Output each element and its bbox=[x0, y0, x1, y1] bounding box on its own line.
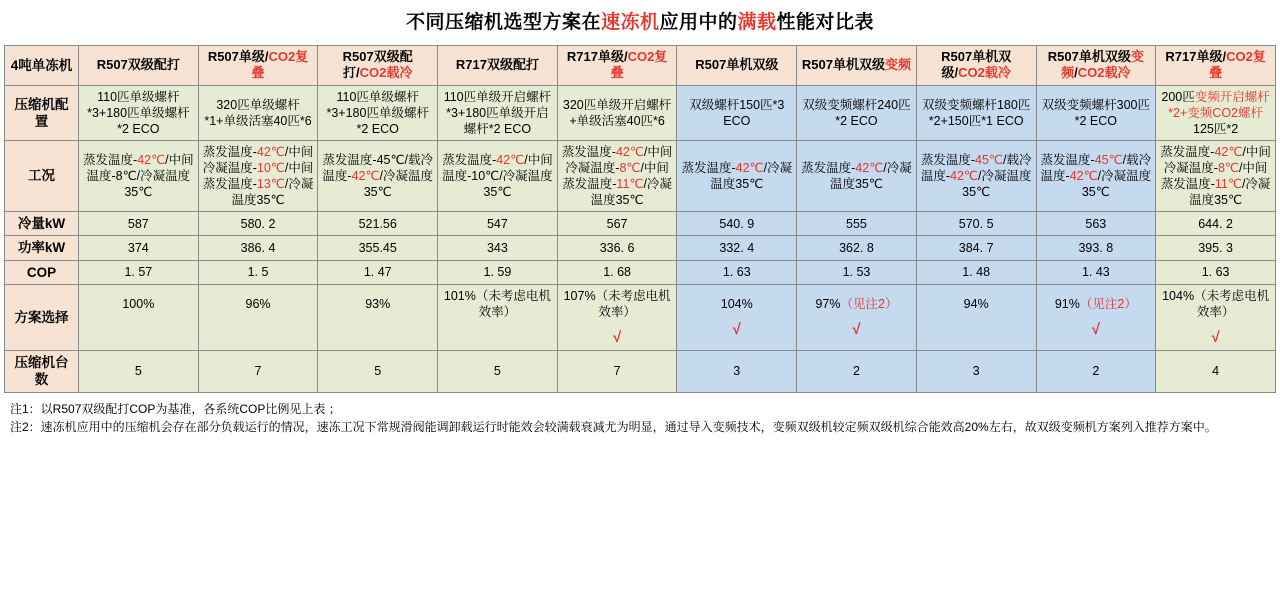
cell-text-segment: 双级变频螺杆240匹*2 ECO bbox=[802, 98, 911, 129]
table-cell bbox=[557, 141, 677, 212]
table-cell bbox=[1036, 45, 1156, 85]
selection-check-icon bbox=[321, 320, 434, 339]
table-cell bbox=[916, 86, 1036, 141]
selection-check-icon: √ bbox=[1211, 328, 1220, 346]
cell-text-segment: /载冷温度- bbox=[920, 153, 1032, 184]
cell-text-segment: /冷凝温度35℃ bbox=[829, 161, 912, 192]
cell-text-segment: CO2载冷 bbox=[1077, 65, 1131, 81]
selection-percent bbox=[800, 296, 913, 312]
cell-text-segment: 94% bbox=[963, 296, 989, 311]
table-cell: 2 bbox=[797, 351, 917, 393]
selection-percent bbox=[82, 296, 195, 312]
table-cell: 5 bbox=[79, 351, 199, 393]
row-header-0: 4吨单冻机 bbox=[5, 45, 79, 85]
row-header-3: 冷量kW bbox=[5, 212, 79, 236]
note-1: 注1：以R507双级配打COP为基准，各系统COP比例见上表 ； bbox=[10, 401, 341, 416]
page-title bbox=[4, 12, 1276, 35]
cell-text-segment: 125匹*2 bbox=[1193, 122, 1239, 137]
cell-text-segment: 蒸发温度- bbox=[1160, 145, 1215, 160]
selection-check-icon bbox=[82, 320, 195, 339]
table-cell: 1. 43 bbox=[1036, 260, 1156, 284]
cell-text-segment: 42℃ bbox=[615, 145, 644, 160]
cell-text-segment: 42℃ bbox=[137, 153, 166, 168]
cell-text-segment: R507单级/ bbox=[207, 48, 269, 64]
cell-text-segment: /中间冷凝温度- bbox=[202, 145, 314, 176]
cell-text-segment: 110匹单级螺杆*3+180匹单级螺杆*2 ECO bbox=[87, 90, 190, 137]
cell-text-segment: 蒸发温度- bbox=[561, 145, 616, 160]
table-cell: 332. 4 bbox=[677, 236, 797, 260]
table-cell bbox=[438, 45, 558, 85]
table-cell: 7 bbox=[198, 351, 318, 393]
cell-text-segment: 双级变频螺杆180匹*2+150匹*1 ECO bbox=[921, 98, 1031, 129]
cell-text-segment: /冷凝温度35℃ bbox=[962, 169, 1032, 200]
table-cell: 644. 2 bbox=[1156, 212, 1276, 236]
table-cell bbox=[797, 141, 917, 212]
cell-text-segment: 100% bbox=[122, 296, 155, 311]
cell-text-segment: /冷凝温度35℃ bbox=[590, 177, 672, 208]
selection-percent bbox=[1040, 296, 1153, 312]
selection-cell bbox=[557, 284, 677, 350]
note-2: 注2：速冻机应用中的压缩机会存在部分负载运行的情况，速冻工况下常规滑阀能调卸载运行时能效会较满载衰减尤为明显，通过导入变频技术，变频双级机较定频双级机综合能效高20%左右，故双级变频机方案列入推荐方案中。 bbox=[10, 419, 1217, 434]
table-cell: 570. 5 bbox=[916, 212, 1036, 236]
selection-cell bbox=[677, 284, 797, 350]
cell-text-segment: （见注2） bbox=[840, 296, 898, 311]
cell-text-segment: CO2复叠 bbox=[251, 48, 309, 81]
table-cell bbox=[438, 86, 558, 141]
table-cell: 580. 2 bbox=[198, 212, 318, 236]
cell-text-segment: 10℃ bbox=[256, 161, 285, 176]
table-row bbox=[5, 86, 1276, 141]
table-cell bbox=[557, 45, 677, 85]
cell-text-segment: 变频开启螺杆*2+变频CO2螺杆 bbox=[1168, 90, 1270, 121]
table-cell: 5 bbox=[438, 351, 558, 393]
table-row bbox=[5, 45, 1276, 85]
cell-text-segment: 104%（未考虑电机效率） bbox=[1162, 288, 1270, 319]
table-cell: 1. 48 bbox=[916, 260, 1036, 284]
cell-text-segment: 13℃ bbox=[256, 177, 285, 192]
notes-block bbox=[10, 400, 1274, 436]
cell-text-segment: 双级变频螺杆300匹*2 ECO bbox=[1041, 98, 1151, 129]
table-cell: 1. 63 bbox=[1156, 260, 1276, 284]
cell-text-segment: 96% bbox=[245, 296, 271, 311]
table-cell bbox=[318, 86, 438, 141]
table-cell: 555 bbox=[797, 212, 917, 236]
table-cell bbox=[557, 86, 677, 141]
selection-percent bbox=[680, 296, 793, 312]
row-header-6: 方案选择 bbox=[5, 284, 79, 350]
selection-cell bbox=[797, 284, 917, 350]
cell-text-segment: R507单机双级 bbox=[695, 57, 779, 73]
cell-text-segment: 蒸发温度-45℃/载冷温度- bbox=[322, 153, 433, 184]
table-cell bbox=[198, 141, 318, 212]
cell-text-segment: 双级螺杆150匹*3 ECO bbox=[689, 98, 785, 129]
cell-text-segment: CO2复叠 bbox=[610, 48, 668, 81]
cell-text-segment: /冷凝温度35℃ bbox=[710, 161, 793, 192]
selection-check-icon bbox=[202, 320, 315, 339]
cell-text-segment: /中间温度-8℃/冷凝温度35℃ bbox=[86, 153, 194, 200]
table-cell: 521.56 bbox=[318, 212, 438, 236]
cell-text-segment: 45℃ bbox=[975, 153, 1003, 168]
table-cell bbox=[198, 86, 318, 141]
table-cell: 336. 6 bbox=[557, 236, 677, 260]
cell-text-segment: /中间蒸发温度- bbox=[1160, 161, 1268, 192]
selection-percent bbox=[441, 288, 554, 320]
cell-text-segment: 42℃ bbox=[351, 169, 380, 184]
cell-text-segment: 45℃ bbox=[1094, 153, 1123, 168]
table-cell bbox=[79, 45, 199, 85]
table-cell bbox=[318, 45, 438, 85]
row-header-7: 压缩机台数 bbox=[5, 351, 79, 393]
cell-text-segment: 蒸发温度- bbox=[83, 153, 138, 168]
cell-text-segment: 93% bbox=[365, 296, 391, 311]
selection-cell bbox=[79, 284, 199, 350]
title-part-3: 性能对比表 bbox=[776, 12, 875, 33]
table-cell: 567 bbox=[557, 212, 677, 236]
table-row bbox=[5, 236, 1276, 260]
title-highlight-2: 满载 bbox=[737, 12, 777, 33]
cell-text-segment: 8℃ bbox=[1217, 161, 1239, 176]
selection-percent bbox=[1159, 288, 1272, 320]
cell-text-segment: /中间蒸发温度- bbox=[562, 161, 669, 192]
row-header-4: 功率kW bbox=[5, 236, 79, 260]
table-cell bbox=[916, 45, 1036, 85]
selection-check-icon bbox=[920, 320, 1033, 339]
table-row bbox=[5, 260, 1276, 284]
cell-text-segment: 11℃ bbox=[616, 177, 644, 192]
table-cell bbox=[1036, 86, 1156, 141]
table-cell: 1. 59 bbox=[438, 260, 558, 284]
cell-text-segment: /冷凝温度35℃ bbox=[1081, 169, 1152, 200]
table-cell bbox=[677, 141, 797, 212]
table-cell bbox=[677, 86, 797, 141]
cell-text-segment: /载冷温度- bbox=[1040, 153, 1152, 184]
table-cell bbox=[1156, 45, 1276, 85]
table-cell bbox=[79, 86, 199, 141]
cell-text-segment: CO2载冷 bbox=[359, 65, 413, 81]
cell-text-segment: CO2载冷 bbox=[958, 65, 1011, 81]
table-cell bbox=[198, 45, 318, 85]
table-cell: 343 bbox=[438, 236, 558, 260]
selection-check-icon bbox=[441, 328, 554, 347]
selection-cell bbox=[438, 284, 558, 350]
cell-text-segment: R507单机双级 bbox=[801, 57, 885, 73]
cell-text-segment: 42℃ bbox=[950, 169, 978, 184]
cell-text-segment: R717双级配打 bbox=[455, 57, 539, 73]
cell-text-segment: 107%（未考虑电机效率） bbox=[563, 288, 671, 319]
cell-text-segment: 蒸发温度- bbox=[920, 153, 976, 168]
cell-text-segment: 蒸发温度- bbox=[801, 161, 856, 176]
cell-text-segment: /冷凝温度35℃ bbox=[231, 177, 314, 208]
table-cell: 563 bbox=[1036, 212, 1156, 236]
cell-text-segment: 101%（未考虑电机效率） bbox=[443, 288, 551, 319]
table-cell: 1. 47 bbox=[318, 260, 438, 284]
title-part-2: 应用中的 bbox=[659, 12, 738, 33]
cell-text-segment: / bbox=[1074, 65, 1078, 81]
selection-percent bbox=[321, 296, 434, 312]
cell-text-segment: R507单机双级/ bbox=[941, 48, 1012, 81]
table-row bbox=[5, 212, 1276, 236]
cell-text-segment: （见注2） bbox=[1079, 296, 1137, 311]
table-cell bbox=[79, 141, 199, 212]
cell-text-segment: 91% bbox=[1054, 296, 1080, 311]
table-cell bbox=[797, 86, 917, 141]
cell-text-segment: R717单级/ bbox=[1165, 48, 1227, 64]
cell-text-segment: 42℃ bbox=[1069, 169, 1098, 184]
cell-text-segment: /冷凝温度35℃ bbox=[1189, 177, 1271, 208]
selection-percent bbox=[920, 296, 1033, 312]
cell-text-segment: 蒸发温度- bbox=[202, 145, 257, 160]
cell-text-segment: 11℃ bbox=[1214, 177, 1242, 192]
row-header-1: 压缩机配置 bbox=[5, 86, 79, 141]
title-part-1: 不同压缩机选型方案在 bbox=[405, 12, 601, 33]
cell-text-segment: 104% bbox=[720, 296, 753, 311]
selection-cell bbox=[916, 284, 1036, 350]
table-cell: 5 bbox=[318, 351, 438, 393]
cell-text-segment: 320匹单级开启螺杆+单级活塞40匹*6 bbox=[562, 98, 672, 129]
cell-text-segment: /中间蒸发温度- bbox=[202, 161, 314, 192]
cell-text-segment: /冷凝温度35℃ bbox=[363, 169, 434, 200]
selection-percent bbox=[202, 296, 315, 312]
selection-cell bbox=[318, 284, 438, 350]
cell-text-segment: 110匹单级螺杆*3+180匹单级螺杆*2 ECO bbox=[326, 90, 429, 137]
table-cell: 2 bbox=[1036, 351, 1156, 393]
table-cell: 547 bbox=[438, 212, 558, 236]
table-cell: 7 bbox=[557, 351, 677, 393]
cell-text-segment: 变频 bbox=[1061, 48, 1144, 81]
cell-text-segment: 42℃ bbox=[496, 153, 525, 168]
cell-text-segment: 42℃ bbox=[1214, 145, 1243, 160]
table-cell: 395. 3 bbox=[1156, 236, 1276, 260]
table-cell bbox=[916, 141, 1036, 212]
selection-check-icon: √ bbox=[732, 320, 741, 338]
table-cell: 1. 63 bbox=[677, 260, 797, 284]
table-row bbox=[5, 284, 1276, 350]
table-cell: 1. 5 bbox=[198, 260, 318, 284]
cell-text-segment: 蒸发温度- bbox=[1040, 153, 1095, 168]
table-cell bbox=[438, 141, 558, 212]
cell-text-segment: R717单级/ bbox=[566, 48, 628, 64]
cell-text-segment: R507单机双级 bbox=[1047, 48, 1131, 64]
table-cell bbox=[677, 45, 797, 85]
cell-text-segment: R507双级配打/ bbox=[342, 48, 413, 81]
table-row bbox=[5, 141, 1276, 212]
cell-text-segment: /中间温度-10℃/冷凝温度35℃ bbox=[442, 153, 553, 200]
table-cell: 540. 9 bbox=[677, 212, 797, 236]
table-cell: 4 bbox=[1156, 351, 1276, 393]
cell-text-segment: 蒸发温度- bbox=[681, 161, 736, 176]
selection-percent bbox=[561, 288, 674, 320]
cell-text-segment: /中间冷凝温度- bbox=[1163, 145, 1271, 176]
table-row bbox=[5, 351, 1276, 393]
table-cell bbox=[1156, 141, 1276, 212]
cell-text-segment: 320匹单级螺杆*1+单级活塞40匹*6 bbox=[204, 98, 312, 129]
table-cell: 384. 7 bbox=[916, 236, 1036, 260]
table-cell: 355.45 bbox=[318, 236, 438, 260]
selection-check-icon: √ bbox=[1091, 320, 1100, 338]
selection-cell bbox=[198, 284, 318, 350]
cell-text-segment: 110匹单级开启螺杆*3+180匹单级开启螺杆*2 ECO bbox=[443, 90, 552, 137]
table-cell bbox=[797, 45, 917, 85]
cell-text-segment: R507双级配打 bbox=[96, 57, 180, 73]
table-cell: 3 bbox=[916, 351, 1036, 393]
title-highlight-1: 速冻机 bbox=[600, 12, 660, 33]
selection-check-icon: √ bbox=[612, 328, 622, 346]
table-cell: 587 bbox=[79, 212, 199, 236]
table-cell bbox=[318, 141, 438, 212]
selection-cell bbox=[1156, 284, 1276, 350]
selection-cell bbox=[1036, 284, 1156, 350]
row-header-5: COP bbox=[5, 260, 79, 284]
comparison-table bbox=[4, 45, 1276, 393]
cell-text-segment: 97% bbox=[815, 296, 841, 311]
cell-text-segment: 蒸发温度- bbox=[442, 153, 497, 168]
table-cell: 1. 53 bbox=[797, 260, 917, 284]
cell-text-segment: 200匹 bbox=[1161, 90, 1195, 105]
table-cell: 1. 57 bbox=[79, 260, 199, 284]
cell-text-segment: 变频 bbox=[885, 57, 912, 73]
table-cell: 1. 68 bbox=[557, 260, 677, 284]
table-cell: 374 bbox=[79, 236, 199, 260]
cell-text-segment: /中间冷凝温度- bbox=[565, 145, 673, 176]
cell-text-segment: 42℃ bbox=[256, 145, 285, 160]
cell-text-segment: CO2复叠 bbox=[1209, 48, 1266, 81]
table-cell bbox=[1156, 86, 1276, 141]
table-cell: 386. 4 bbox=[198, 236, 318, 260]
table-cell: 3 bbox=[677, 351, 797, 393]
selection-check-icon: √ bbox=[852, 320, 861, 338]
cell-text-segment: 8℃ bbox=[619, 161, 641, 176]
table-cell: 362. 8 bbox=[797, 236, 917, 260]
table-cell: 393. 8 bbox=[1036, 236, 1156, 260]
row-header-2: 工况 bbox=[5, 141, 79, 212]
cell-text-segment: 42℃ bbox=[855, 161, 884, 176]
cell-text-segment: 42℃ bbox=[735, 161, 764, 176]
table-cell bbox=[1036, 141, 1156, 212]
